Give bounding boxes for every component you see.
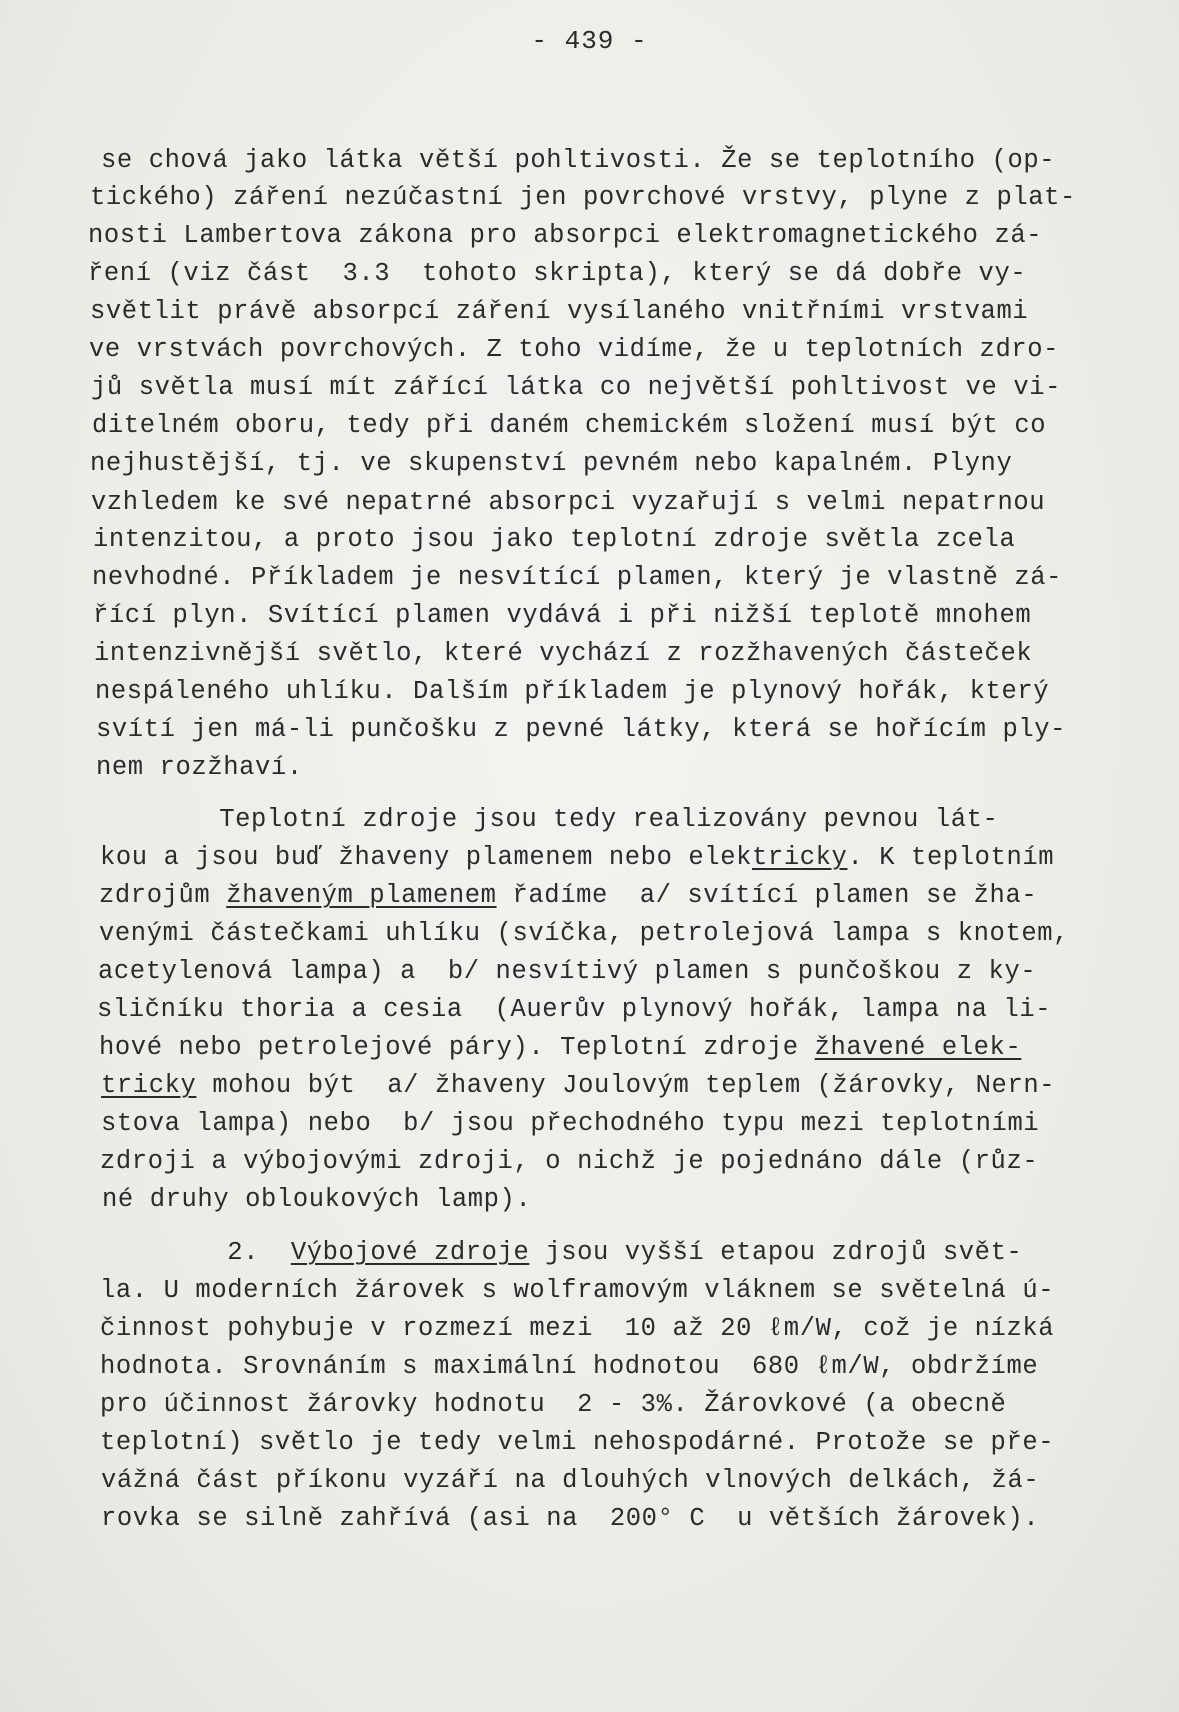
text-line: řící plyn. Svítící plamen vydává i při nižší teplotě mnohem <box>93 601 1032 630</box>
text-line: světlit právě absorpcí záření vysílaného vnitřními vrstvami <box>90 297 1029 326</box>
text-line: činnost pohybuje v rozmezí mezi 10 až 20 ℓm/W, což je nízká <box>100 1314 1055 1343</box>
text-line: acetylenová lampa) a b/ nesvítivý plamen s punčoškou z ky- <box>98 957 1037 986</box>
underlined-term: žhavené elek- <box>814 1033 1022 1062</box>
text-line: Teplotní zdroje jsou tedy realizovány pevnou lát- <box>92 805 999 834</box>
text-line: rovka se silně zahřívá (asi na 200° C u větších žárovek). <box>101 1504 1040 1533</box>
text-line: vzhledem ke své nepatrné absorpci vyzařují s velmi nepatrnou <box>91 488 1046 517</box>
text-line: nespáleného uhlíku. Dalším příkladem je plynový hořák, který <box>95 677 1050 706</box>
text-line: nosti Lambertova zákona pro absorpci elektromagnetického zá- <box>88 221 1043 250</box>
text-line: nevhodné. Příkladem je nesvítící plamen, který je vlastně zá- <box>92 563 1063 592</box>
text-line: nejhustější, tj. ve skupenství pevném nebo kapalném. Plyny <box>90 449 1013 478</box>
underlined-term: tricky <box>752 843 848 872</box>
text-line: hové nebo petrolejové páry). Teplotní zdroje žhavené elek- <box>99 1033 1022 1062</box>
text-line: 2. Výbojové zdroje jsou vyšší etapou zdrojů svět- <box>100 1238 1023 1267</box>
text-line: sličníku thoria a cesia (Auerův plynový hořák, lampa na li- <box>97 995 1052 1024</box>
text-line: ření (viz část 3.3 tohoto skripta), který se dá dobře vy- <box>88 259 1027 288</box>
text-line: intenzitou, a proto jsou jako teplotní zdroje světla zcela <box>93 525 1016 554</box>
text-line: zdrojům žhaveným plamenem řadíme a/ svítící plamen se žha- <box>99 881 1038 910</box>
text-line: tického) záření nezúčastní jen povrchové vrstvy, plyne z plat- <box>90 183 1076 212</box>
text-line: hodnota. Srovnáním s maximální hodnotou 680 ℓm/W, obdržíme <box>100 1352 1039 1381</box>
text-line: intenzivnější světlo, které vychází z rozžhavených částeček <box>94 639 1033 668</box>
text-line: pro účinnost žárovky hodnotu 2 - 3%. Žárovkové (a obecně <box>100 1390 1007 1419</box>
text-line: ve vrstvách povrchových. Z toho vidíme, že u teplotních zdro- <box>89 335 1060 364</box>
underlined-term: tricky <box>101 1071 197 1100</box>
text-line: la. U moderních žárovek s wolframovým vláknem se světelná ú- <box>100 1276 1055 1305</box>
underlined-term: žhaveným plamenem <box>226 881 497 910</box>
text-line: tricky mohou být a/ žhaveny Joulovým teplem (žárovky, Nern- <box>101 1071 1056 1100</box>
text-line: vážná část příkonu vyzáří na dlouhých vlnových delkách, žá- <box>101 1466 1040 1495</box>
text-line: teplotní) světlo je tedy velmi nehospodárné. Protože se pře- <box>100 1428 1055 1457</box>
text-line: zdroji a výbojovými zdroji, o nichž je pojednáno dále (růz- <box>100 1147 1039 1176</box>
text-line: nem rozžhaví. <box>96 753 303 782</box>
text-line: ditelném oboru, tedy při daném chemickém složení musí být co <box>92 411 1047 440</box>
text-line: kou a jsou buď žhaveny plamenem nebo elektricky. K teplotním <box>100 843 1055 872</box>
underlined-term: Výbojové zdroje <box>290 1238 530 1267</box>
text-line: svítí jen má-li punčošku z pevné látky, která se hořícím ply- <box>96 715 1067 744</box>
text-line: né druhy obloukových lamp). <box>102 1185 532 1214</box>
page-number: - 439 - <box>531 26 648 56</box>
text-line: se chová jako látka větší pohltivosti. Že se teplotního (op- <box>101 146 1056 175</box>
text-line: jů světla musí mít zářící látka co největší pohltivost ve vi- <box>91 373 1062 402</box>
text-line: venými částečkami uhlíku (svíčka, petrolejová lampa s knotem, <box>99 919 1070 948</box>
text-line: stova lampa) nebo b/ jsou přechodného typu mezi teplotními <box>101 1109 1040 1138</box>
